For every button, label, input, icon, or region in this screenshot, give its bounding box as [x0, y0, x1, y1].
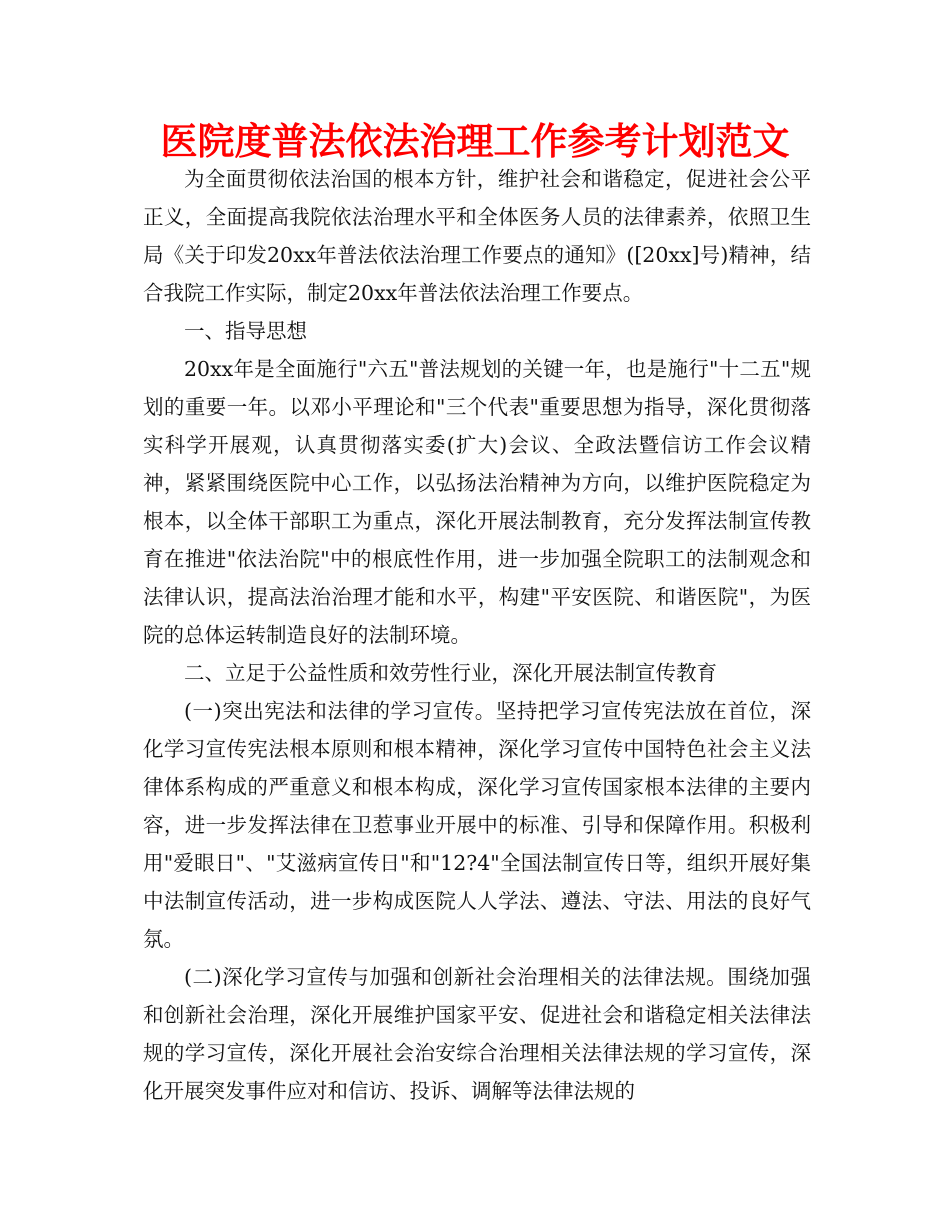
- document-body: [143, 160, 811, 1110]
- paragraph-intro: 为全面贯彻依法治国的根本方针，维护社会和谐稳定，促进社会公平正义，全面提高我院依法治理水平和全体医务人员的法律素养，依照卫生局《关于印发20xx年普法依法治理工作要点的通知》([20xx]号)精神，结合我院工作实际，制定20xx年普法依法治理工作要点。: [143, 167, 811, 305]
- heading-guiding-thought: 一、指导思想: [184, 319, 307, 343]
- paragraph-guiding-thought: 20xx年是全面施行"六五"普法规划的关键一年，也是施行"十二五"规划的重要一年。以邓小平理论和"三个代表"重要思想为指导，深化贯彻落实科学开展观，认真贯彻落实委(扩大)会议、全政法暨信访工作会议精神，紧紧围绕医院中心工作，以弘扬法治精神为方向，以维护医院稳定为根本，以全体干部职工为重点，深化开展法制教育，充分发挥法制宣传教育在推进"依法治院"中的根底性作用，进一步加强全院职工的法制观念和法律认识，提高法治治理才能和水平，构建"平安医院、和谐医院"，为医院的总体运转制造良好的法制环境。: [143, 357, 811, 647]
- paragraph-constitution: (一)突出宪法和法律的学习宣传。坚持把学习宣传宪法放在首位，深化学习宣传宪法根本原则和根本精神，深化学习宣传中国特色社会主义法律体系构成的严重意义和根本构成，深化学习宣传国家根本法律的主要内容，进一步发挥法律在卫惹事业开展中的标准、引导和保障作用。积极利用"爱眼日"、"艾滋病宣传日"和"12?4"全国法制宣传日等，组织开展好集中法制宣传活动，进一步构成医院人人学法、遵法、守法、用法的良好气氛。: [143, 699, 811, 951]
- heading-legal-education: 二、立足于公益性质和效劳性行业，深化开展法制宣传教育: [184, 661, 717, 685]
- paragraph-social-governance: (二)深化学习宣传与加强和创新社会治理相关的法律法规。围绕加强和创新社会治理，深化开展维护国家平安、促进社会和谐稳定相关法律法规的学习宣传，深化开展社会治安综合治理相关法律法规的学习宣传，深化开展突发事件应对和信访、投诉、调解等法律法规的: [143, 965, 811, 1103]
- document-title: 医院度普法依法治理工作参考计划范文: [160, 120, 790, 163]
